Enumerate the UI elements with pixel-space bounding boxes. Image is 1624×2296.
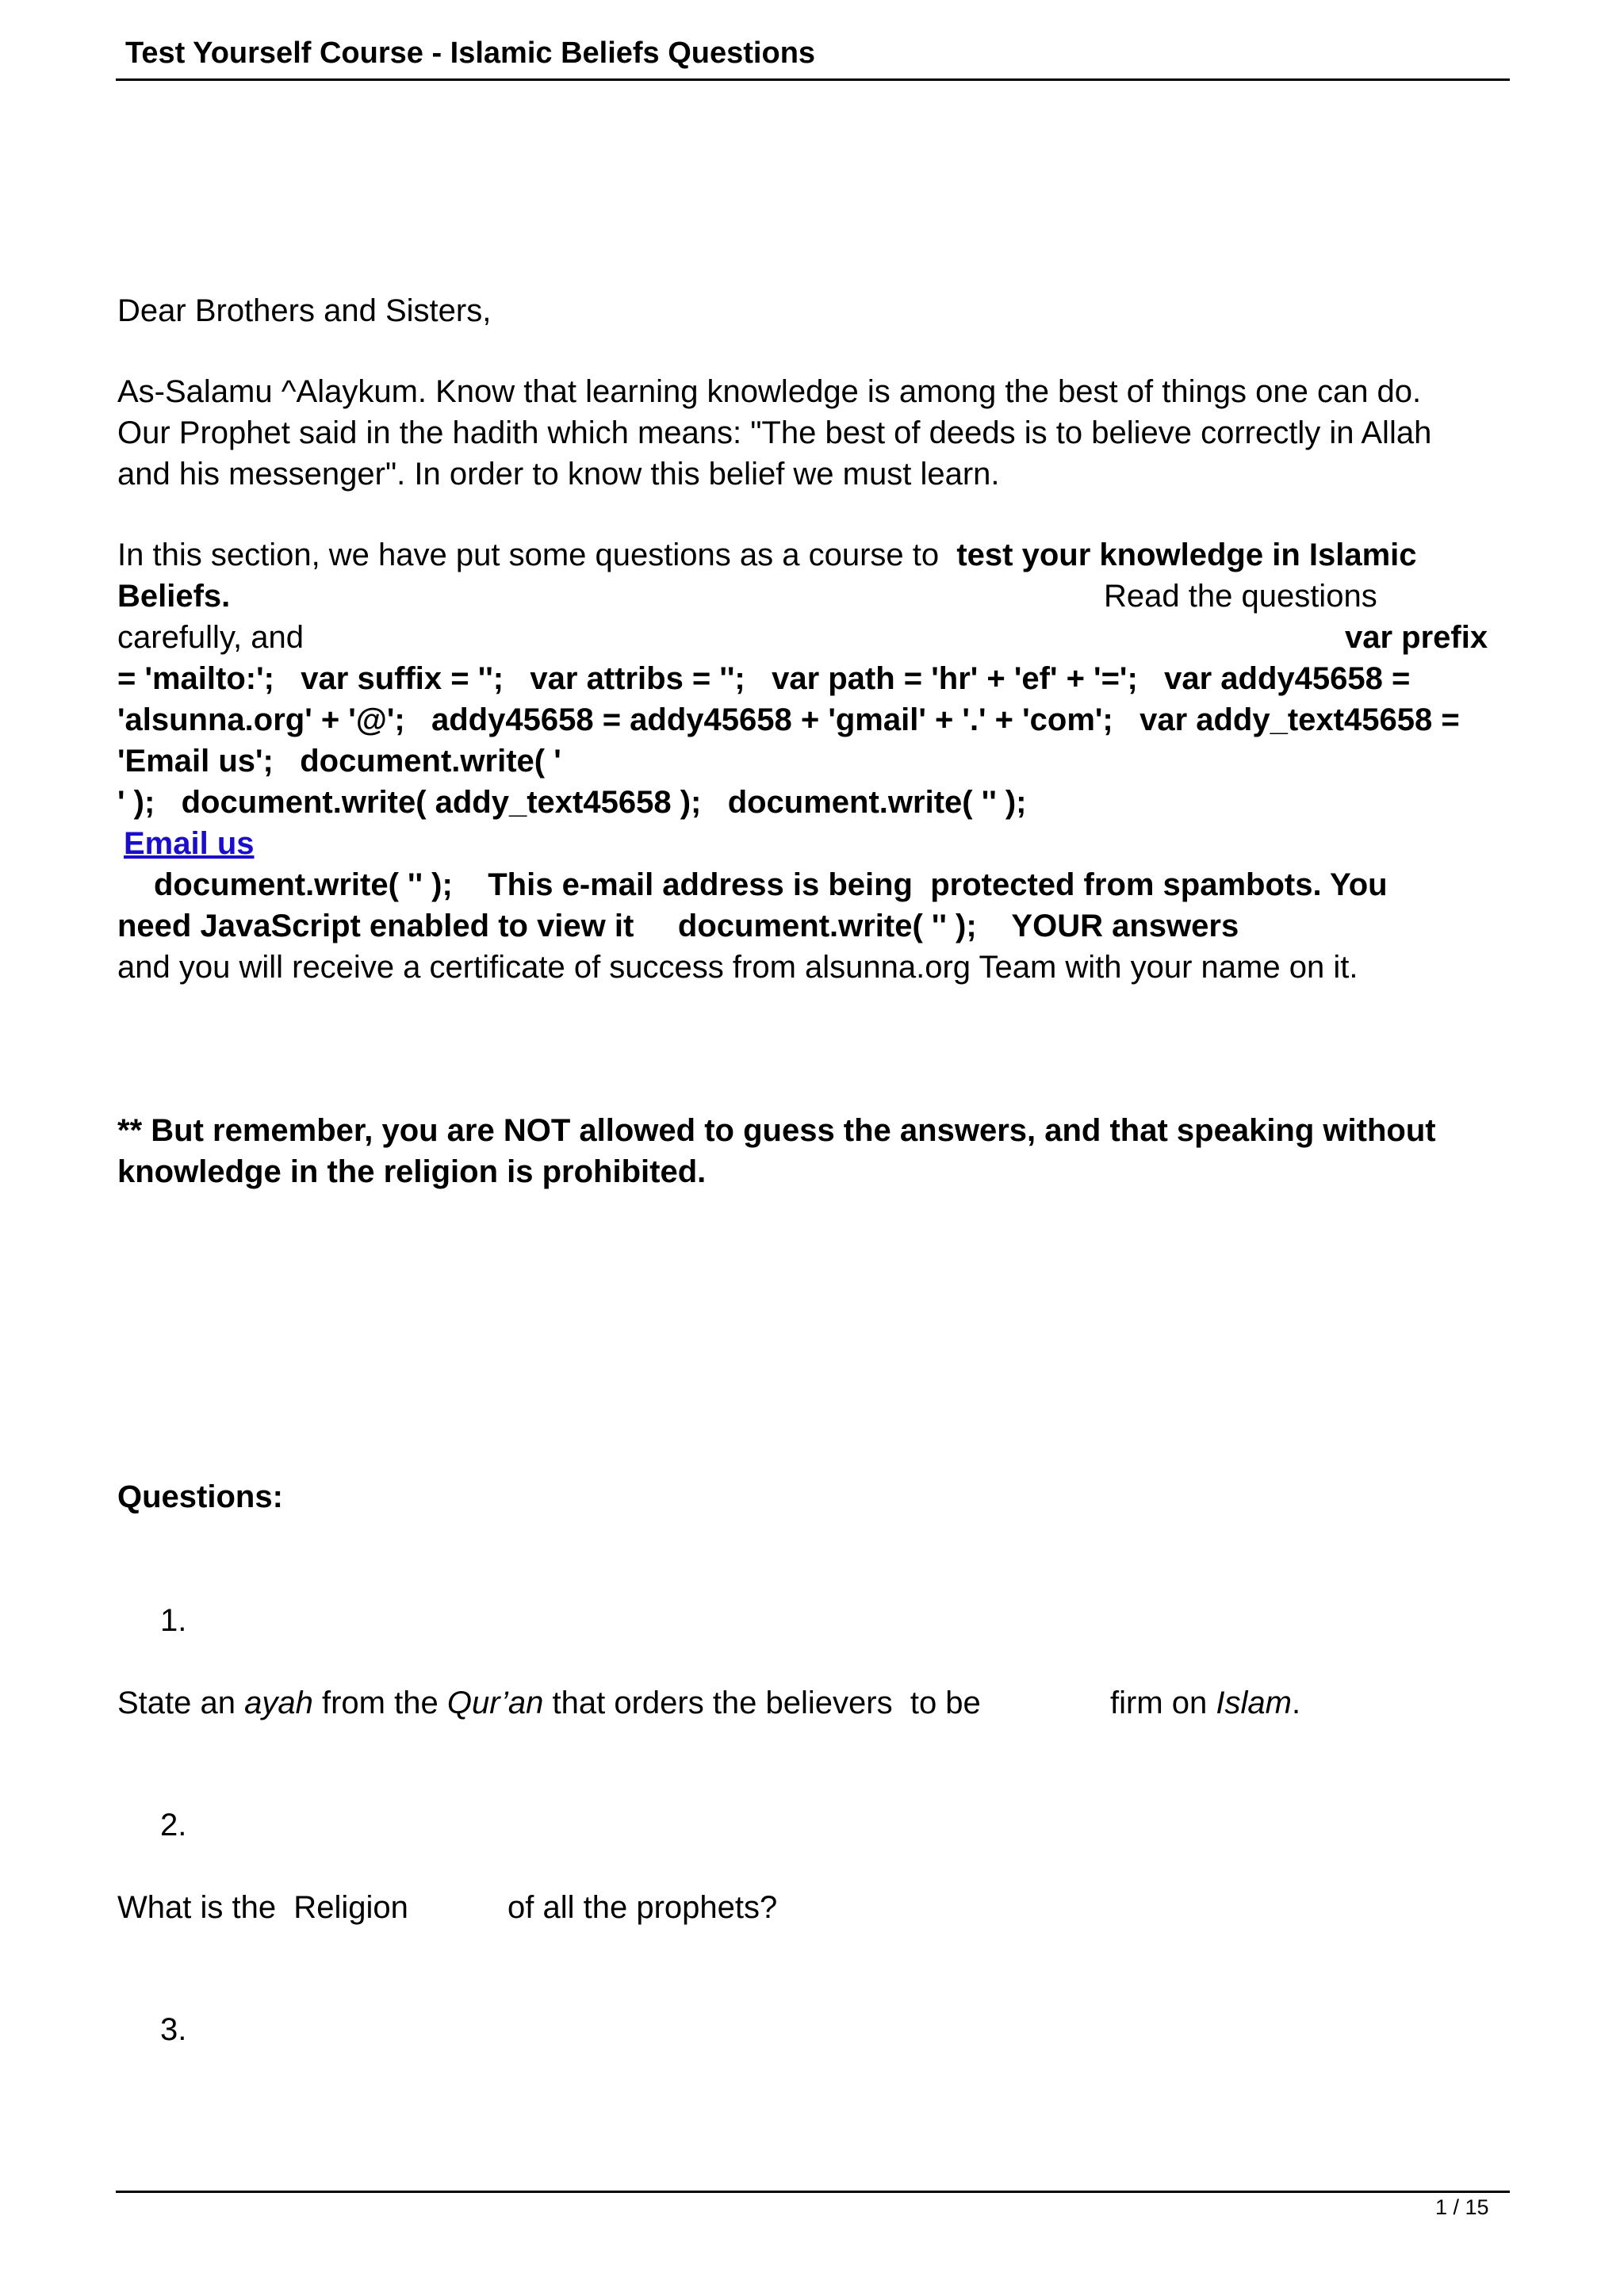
intro-line-3: and his messenger". In order to know this belief we must learn.: [117, 457, 1000, 492]
course-line-3-plain: carefully, and: [117, 620, 304, 655]
code-line-4: ' ); document.write( addy_text45658 ); document.write( '' );: [117, 785, 1027, 820]
footer-rule: [116, 2191, 1510, 2193]
warning-line-1: ** But remember, you are NOT allowed to guess the answers, and that speaking without: [117, 1113, 1436, 1148]
question-1-text-end: [1110, 1682, 1300, 1724]
course-line-2-read: Read the questions: [1104, 579, 1377, 614]
intro-line-1: As-Salamu ^Alaykum. Know that learning knowledge is among the best of things one can do.: [117, 374, 1422, 409]
page-header-title: Test Yourself Course - Islamic Beliefs Questions: [125, 36, 816, 70]
warning-line-2: knowledge in the religion is prohibited.: [117, 1154, 707, 1189]
question-2-text-end: of all the prophets?: [508, 1890, 778, 1925]
q1-text-a: State an: [117, 1686, 245, 1720]
code-line-2: 'alsunna.org' + '@'; addy45658 = addy45658 + 'gmail' + '.' + 'com'; var addy_text45658 =: [117, 702, 1460, 737]
email-us-link[interactable]: Email us: [124, 826, 255, 861]
question-1-text: [117, 1682, 981, 1724]
code-line-1: = 'mailto:'; var suffix = ''; var attribs = ''; var path = 'hr' + 'ef' + '='; var addy45658 =: [117, 661, 1411, 696]
course-line-1: [117, 534, 1417, 576]
q1-ayah: ayah: [244, 1686, 313, 1720]
salutation: Dear Brothers and Sisters,: [117, 293, 492, 328]
q1-period: .: [1291, 1686, 1301, 1720]
course-line-2-bold: Beliefs.: [117, 579, 231, 614]
course-line-3-code: var prefix: [1345, 620, 1488, 655]
question-2-number: 2.: [160, 1808, 187, 1843]
questions-heading: Questions:: [117, 1479, 283, 1514]
q1-text-e: that orders the believers to be: [543, 1686, 981, 1720]
page-indicator: 1 / 15: [1435, 2195, 1489, 2219]
course-intro-text: In this section, we have put some questions as a course to: [117, 538, 957, 572]
question-3-number: 3.: [160, 2012, 187, 2047]
q1-text-c: from the: [312, 1686, 447, 1720]
course-intro-emphasis: test your knowledge in Islamic: [956, 538, 1417, 572]
spam-protection-line-2: need JavaScript enabled to view it document.write( '' ); YOUR answers: [117, 909, 1239, 943]
intro-line-2: Our Prophet said in the hadith which means: "The best of deeds is to believe correctly in Allah: [117, 415, 1432, 450]
code-line-3: 'Email us'; document.write( ': [117, 744, 561, 779]
question-2-text-start: What is the Religion: [117, 1890, 408, 1925]
certificate-line: and you will receive a certificate of success from alsunna.org Team with your name on it.: [117, 950, 1358, 985]
spam-protection-line-1: document.write( '' ); This e-mail address is being protected from spambots. You: [154, 867, 1388, 902]
q1-text-f: firm on: [1110, 1686, 1216, 1720]
header-rule: [116, 78, 1510, 81]
q1-islam: Islam: [1216, 1686, 1292, 1720]
q1-quran: Qur’an: [446, 1686, 544, 1720]
question-1-number: 1.: [160, 1603, 187, 1638]
